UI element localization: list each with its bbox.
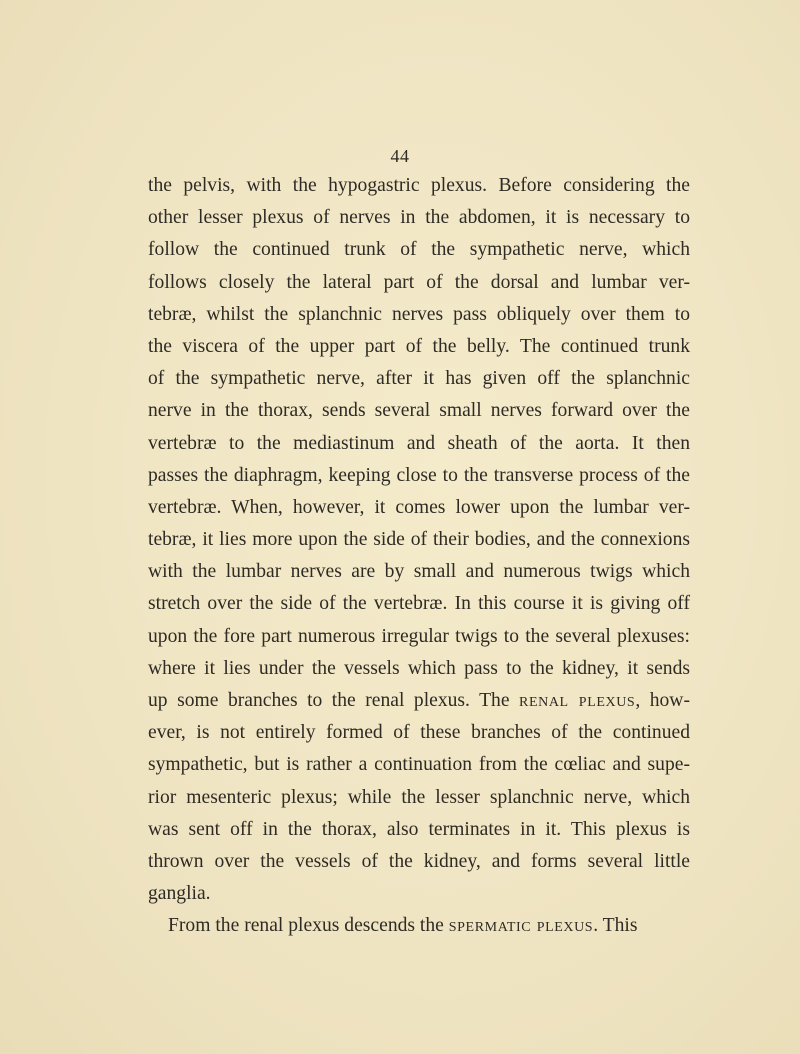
body-text bbox=[148, 170, 690, 943]
text-line: the viscera of the upper part of the belly. The continued trunk bbox=[148, 335, 690, 357]
text-line: passes the diaphragm, keeping close to the transverse process of the bbox=[148, 464, 690, 486]
text-line bbox=[148, 910, 690, 942]
text-line: tebræ, whilst the splanchnic nerves pass obliquely over them to bbox=[148, 303, 690, 325]
text-line: follow the continued trunk of the sympathetic nerve, which bbox=[148, 239, 690, 261]
text-line: upon the fore part numerous irregular twigs to the several plexuses: bbox=[148, 625, 690, 647]
text-line: other lesser plexus of nerves in the abdomen, it is necessary to bbox=[148, 207, 690, 229]
text-line: tebræ, it lies more upon the side of their bodies, and the connexions bbox=[148, 529, 690, 551]
text-line: was sent off in the thorax, also terminates in it. This plexus is bbox=[148, 818, 690, 840]
text-line: rior mesenteric plexus; while the lesser splanchnic nerve, which bbox=[148, 786, 690, 808]
small-caps-term: renal plexus bbox=[519, 690, 636, 711]
text-line: follows closely the lateral part of the dorsal and lumbar ver- bbox=[148, 271, 690, 293]
text-line: thrown over the vessels of the kidney, and forms several little bbox=[148, 850, 690, 872]
text-line: ever, is not entirely formed of these branches of the continued bbox=[148, 722, 690, 744]
text-line: the pelvis, with the hypogastric plexus. Before considering the bbox=[148, 175, 690, 196]
text-line: of the sympathetic nerve, after it has given off the splanchnic bbox=[148, 368, 690, 390]
page-number: 44 bbox=[390, 146, 410, 166]
text-line: vertebræ. When, however, it comes lower upon the lumbar ver- bbox=[148, 496, 690, 518]
line-text: up some branches to the renal plexus. The bbox=[148, 690, 520, 711]
text-line: stretch over the side of the vertebræ. In this course it is giving off bbox=[148, 593, 690, 615]
text-line: nerve in the thorax, sends several small nerves forward over the bbox=[148, 400, 690, 422]
line-text: , how- bbox=[635, 690, 690, 711]
line-text: From the renal plexus descends the bbox=[168, 915, 449, 937]
line-text: . This bbox=[593, 915, 638, 937]
text-line: sympathetic, but is rather a continuation from the cœliac and supe- bbox=[148, 754, 690, 776]
text-line: where it lies under the vessels which pass to the kidney, it sends bbox=[148, 657, 690, 679]
text-line bbox=[148, 685, 690, 717]
text-line: vertebræ to the mediastinum and sheath of the aorta. It then bbox=[148, 432, 690, 454]
small-caps-term: spermatic plexus bbox=[448, 915, 594, 937]
text-line: ganglia. bbox=[148, 883, 211, 905]
text-line: with the lumbar nerves are by small and numerous twigs which bbox=[148, 561, 690, 583]
